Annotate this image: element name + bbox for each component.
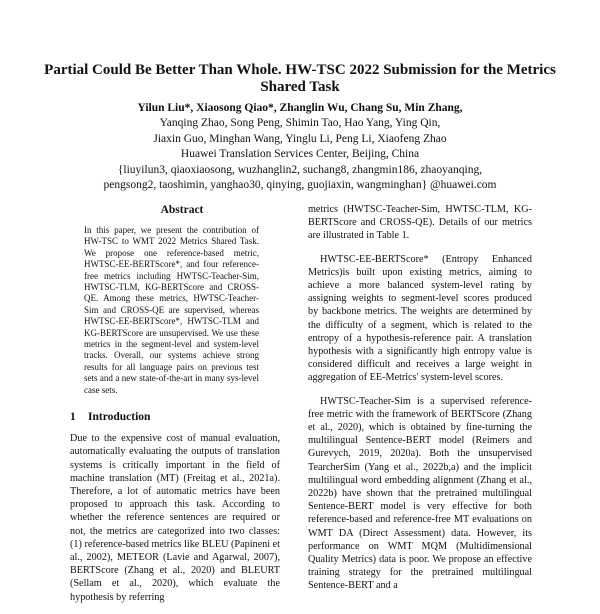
email-line: pengsong2, taoshimin, yanghao30, qinying, guojiaxin, wangminghan} @huawei.com — [103, 179, 497, 192]
section-title: Introduction — [88, 411, 151, 424]
author-block — [40, 101, 560, 193]
left-column — [70, 203, 280, 614]
paragraph-ee-bertscore: HWTSC-EE-BERTScore* (Entropy Enhanced Metrics)is built upon existing metrics, aiming to achieve a more balanced system-level rating by assigning weights to segment-level scores produced by backbone metrics. The weights are determined by the difficulty of a segment, which is related to the entropy of a hypothesis-reference pair. A translation hypothesis with a significantly high entropy value is considered difficult and receives a large weight in aggregation of EE-Metrics' system-level scores. — [308, 253, 532, 384]
paper-title: Partial Could Be Better Than Whole. HW-TSC 2022 Submission for the Metrics Shared Task — [44, 62, 556, 95]
author-line: Jiaxin Guo, Minghan Wang, Yinglu Li, Peng Li, Xiaofeng Zhao — [153, 132, 447, 145]
abstract-text: In this paper, we present the contribution of HW-TSC to WMT 2022 Metrics Shared Task. We propose one reference-based metric, HWTSC-EE-BERTScore*, and four reference-free metrics including HWTSC-Teacher-Sim, HWTSC-TLM, KG-BERTScore and CROSS-QE. Among these metrics, HWTSC-Teacher-Sim and CROSS-QE are supervised, whereas HWTSC-EE-BERTScore*, HWTSC-TLM and KG-BERTScore are unsupervised. We use these metrics in the segment-level and system-level tracks. Overall, our systems achieve strong results for all language pairs on previous test sets and a new state-of-the-art in many sys-level case sets. — [84, 225, 259, 395]
author-line: Yanqing Zhao, Song Peng, Shimin Tao, Hao Yang, Ying Qin, — [159, 117, 441, 130]
section-number: 1 — [70, 411, 76, 424]
paragraph-continuation: metrics (HWTSC-Teacher-Sim, HWTSC-TLM, KG-BERTScore and CROSS-QE). Details of our metrics are illustrated in Table 1. — [308, 204, 532, 242]
affiliation: Huawei Translation Services Center, Beijing, China — [180, 148, 420, 161]
author-names: Yilun Liu*, Xiaosong Qiao*, Zhanglin Wu, Chang Su, Min Zhang, — [137, 102, 463, 114]
email-line: {liuyilun3, qiaoxiaosong, wuzhanglin2, suchang8, zhangmin186, zhaoyanqing, — [117, 163, 483, 176]
paragraph-teacher-sim: HWTSC-Teacher-Sim is a supervised reference-free metric with the framework of BERTScore (Zhang et al., 2020), which is obtained by fine-turning the multilingual Sentence-BERT model (Reimers and Gurevych, 2019, 2020a). Both the unsupervised TearcherSim (Yang et al., 2022b,a) and the implicit multilingual word embedding alignment (Zhang et al., 2022b) have shown that the pretrained multilingual Sentence-BERT model is very effective for both reference-based and reference-free MT evaluations on WMT DA (Direct Assessment) data. However, its performance on WMT MQM (Multidimensional Quality Metrics) data is poor. We propose an effective training strategy for the pretrained multilingual Sentence-BERT and a — [308, 395, 532, 592]
right-column — [308, 203, 532, 603]
abstract-heading: Abstract — [160, 204, 204, 216]
intro-paragraph: Due to the expensive cost of manual evaluation, automatically evaluating the outputs of translation systems is critically important in the field of machine translation (MT) (Freitag et al., 2021a). Therefore, a lot of automatic metrics have been proposed to approach this task. According to whether the reference sentences are required or not, the metrics are categorized into two classes: (1) reference-based metrics like BLEU (Papineni et al., 2002), METEOR (Lavie and Agarwal, 2007), BERTScore (Zhang et al., 2020) and BLEURT (Sellam et al., 2020), which evaluate the hypothesis by referring — [70, 433, 280, 603]
section-heading-introduction — [70, 411, 280, 423]
